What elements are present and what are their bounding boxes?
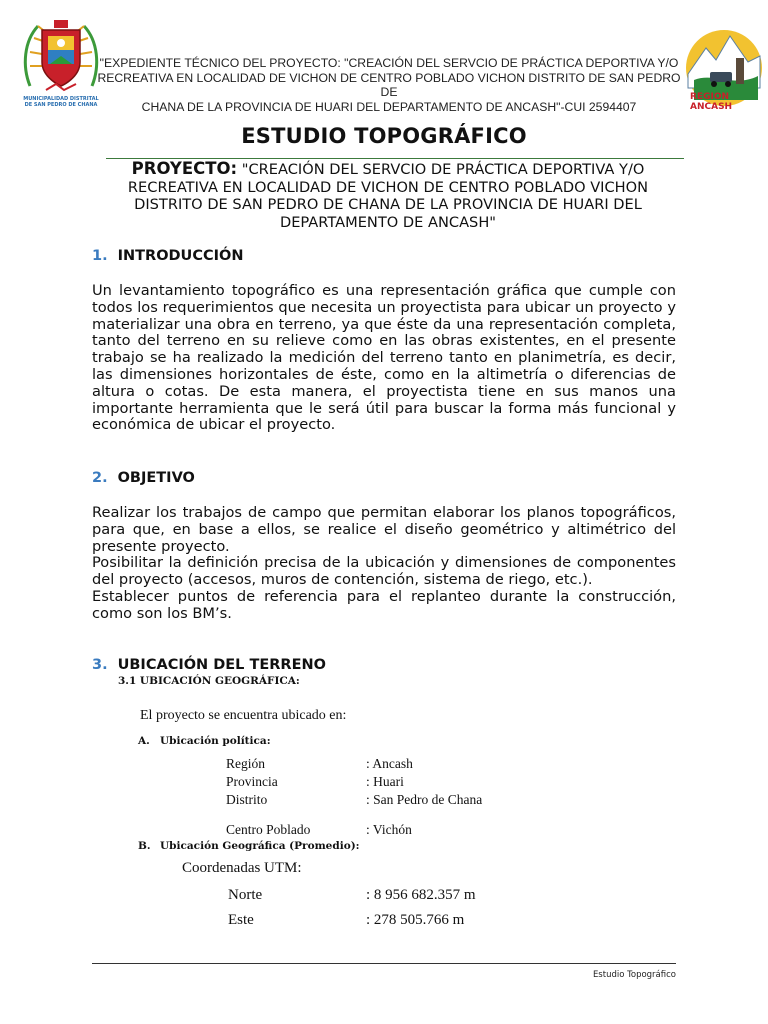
list-heading-text: Ubicación Geográfica (Promedio): [160,840,360,852]
project-label: PROYECTO: [131,159,238,178]
field-label: Región [226,756,265,771]
project-line: RECREATIVA EN LOCALIDAD DE VICHON DE CENTRO POBLADO VICHON [127,178,649,196]
section-heading-ubicacion [92,657,326,673]
footer-label: Estudio Topográfico [592,970,676,980]
field-value: : Vichón [366,822,412,837]
expediente-header [92,56,686,114]
paragraph-text: Posibilitar la definición precisa de la ubicación y dimensiones de componentes del proyecto (accesos, muros de contención, sistema de riego, etc.). [92,554,676,589]
field-label: Centro Poblado [226,822,311,837]
list-heading-politica [138,735,271,747]
header-line: RECREATIVA EN LOCALIDAD DE VICHON DE CENTRO POBLADO VICHON DISTRITO DE SAN PEDRO DE [97,70,681,99]
section-heading-objetivo [92,470,195,486]
section-title: UBICACIÓN DEL TERRENO [117,657,326,673]
field-label: Provincia [226,774,278,789]
footer-divider [92,963,676,964]
region-name: REGION ANCASH [690,92,733,112]
field-label: Este [228,912,254,928]
field-value: : 278 505.766 m [366,912,465,928]
municipality-name: MUNICIPALIDAD DISTRITAL DE SAN PEDRO DE CHANA [23,96,99,108]
section-number: 2. [92,470,108,486]
project-line: "CREACIÓN DEL SERVCIO DE PRÁCTICA DEPORTIVA Y/O [241,161,645,178]
list-marker: A. [138,735,150,747]
field-label: Norte [228,887,263,903]
paragraph-text: Un levantamiento topográfico es una representación gráfica que cumple con todos los requerimientos que necesita un proyectista para ubicar un proyecto y materializar una obra en terreno, ya que éste da una representación completa, tanto del terreno en su relieve como en las obras existentes, en el presente trabajo se ha realizado la medición del terreno tanto en planimetría, es decir, las dimensiones horizontales de éste, como en la altimetría o diferencias de altura o cotas. De esta manera, el proyectista tiene en sus manos una importante herramienta que le será útil para buscar la forma más funcional y económica de ubicar el proyecto. [92,282,676,434]
section-number: 1. [92,248,108,264]
list-heading-text: Ubicación política: [160,735,271,747]
utm-label: Coordenadas UTM: [182,860,302,876]
paragraph-text: Establecer puntos de referencia para el replanteo durante la construcción, como son los BM’s. [92,587,676,622]
municipality-logo [20,16,102,112]
field-value: : 8 956 682.357 m [366,887,476,903]
section-heading-introduccion [92,248,243,264]
project-block [100,160,676,231]
field-label: Distrito [226,792,268,807]
region-ancash-logo [684,28,764,112]
introduccion-paragraph [92,283,676,434]
document-title: ESTUDIO TOPOGRÁFICO [241,124,527,148]
project-line: DISTRITO DE SAN PEDRO DE CHANA DE LA PROVINCIA DE HUARI DEL [134,196,642,213]
field-value: : Huari [366,774,404,789]
header-line: "EXPEDIENTE TÉCNICO DEL PROYECTO: "CREACIÓN DEL SERVCIO DE PRÁCTICA DEPORTIVA Y/O [99,56,679,70]
paragraph-text: Realizar los trabajos de campo que permitan elaborar los planos topográficos, para que, en base a ellos, se realice el diseño geométrico y altimétrico del presente proyecto. [92,504,676,555]
objetivo-paragraphs [92,505,676,623]
section-title: OBJETIVO [117,470,195,486]
field-value: : Ancash [366,756,413,771]
section-number: 3. [92,657,108,673]
subsection-heading: 3.1 UBICACIÓN GEOGRÁFICA: [118,675,300,687]
location-intro: El proyecto se encuentra ubicado en: [140,708,347,723]
list-marker: B. [138,840,151,852]
project-line: DEPARTAMENTO DE ANCASH" [279,213,497,231]
field-value: : San Pedro de Chana [366,792,483,807]
header-line: CHANA DE LA PROVINCIA DE HUARI DEL DEPARTAMENTO DE ANCASH"-CUI 2594407 [141,99,637,114]
list-heading-geografica [138,840,360,852]
section-title: INTRODUCCIÓN [117,248,244,264]
